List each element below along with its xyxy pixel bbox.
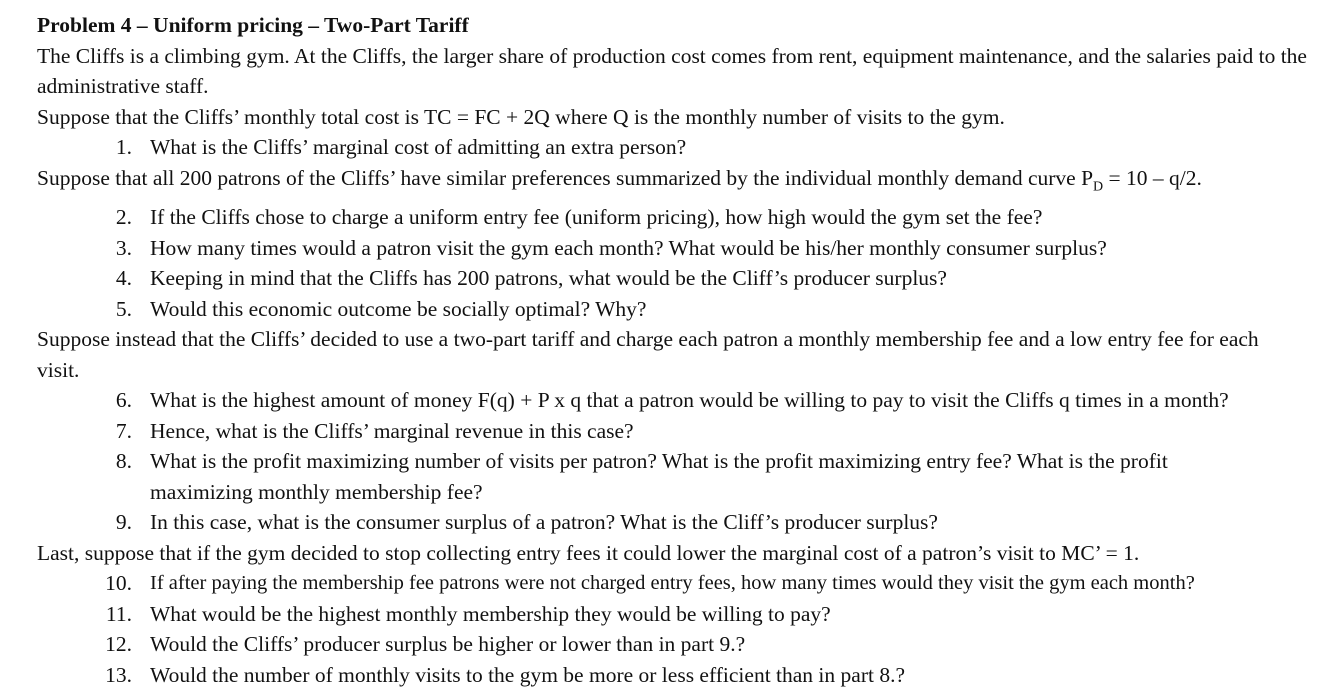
question-3 <box>37 233 1317 264</box>
question-number: 2. <box>115 205 132 230</box>
question-text: Keeping in mind that the Cliffs has 200 patrons, what would be the Cliff’s producer surplus? <box>150 266 947 291</box>
question-11 <box>37 599 1317 630</box>
demand-tail: = 10 – q/2. <box>1103 165 1202 190</box>
question-number: 6. <box>115 388 132 413</box>
question-text: What is the highest amount of money F(q) + P x q that a patron would be willing to pay to visit the Cliffs q times in a month? <box>150 388 1229 413</box>
demand-text: Suppose that all 200 patrons of the Cliffs’ have similar preferences summarized by the individual monthly demand curve P <box>37 165 1094 190</box>
question-number: 8. <box>115 449 132 474</box>
question-number: 11. <box>105 601 132 626</box>
intro-paragraph: The Cliffs is a climbing gym. At the Cliffs, the larger share of production cost comes from rent, equipment maintenance, and the salaries paid to the administrative staff. <box>37 43 1307 98</box>
question-text: How many times would a patron visit the gym each month? What would be his/her monthly consumer surplus? <box>150 235 1107 260</box>
last-statement: Last, suppose that if the gym decided to stop collecting entry fees it could lower the marginal cost of a patron’s visit to MC’ = 1. <box>37 540 1140 565</box>
question-text: Would the number of monthly visits to the gym be more or less efficient than in part 8.? <box>150 662 905 687</box>
question-12 <box>37 629 1317 660</box>
question-number: 13. <box>105 662 132 687</box>
question-number: 4. <box>115 266 132 291</box>
question-number: 3. <box>115 235 132 260</box>
question-number: 12. <box>105 632 132 657</box>
question-13 <box>37 660 1317 691</box>
question-text: In this case, what is the consumer surplus of a patron? What is the Cliff’s producer surplus? <box>150 510 938 535</box>
question-number: 7. <box>115 418 132 443</box>
question-number: 1. <box>115 135 132 159</box>
question-1 <box>37 132 1317 163</box>
question-text: Would the Cliffs’ producer surplus be higher or lower than in part 9.? <box>150 632 746 657</box>
question-text: What is the Cliffs’ marginal cost of admitting an extra person? <box>150 135 687 159</box>
question-4 <box>37 263 1317 294</box>
question-text: If the Cliffs chose to charge a uniform entry fee (uniform pricing), how high would the gym set the fee? <box>150 205 1043 230</box>
question-text: Would this economic outcome be socially optimal? Why? <box>150 296 647 321</box>
question-7 <box>37 416 1317 447</box>
question-6 <box>37 385 1317 416</box>
question-text: What would be the highest monthly membership they would be willing to pay? <box>150 601 831 626</box>
demand-subscript: D <box>1093 178 1104 194</box>
question-9 <box>37 507 1317 538</box>
question-number: 10. <box>105 571 132 596</box>
question-text: What is the profit maximizing number of visits per patron? What is the profit maximizing entry fee? What is the profit maximizing monthly membership fee? <box>150 449 1168 504</box>
question-5 <box>37 294 1317 325</box>
question-text: If after paying the membership fee patrons were not charged entry fees, how many times would they visit the gym each month? <box>150 572 1195 595</box>
question-text: Hence, what is the Cliffs’ marginal revenue in this case? <box>150 418 634 443</box>
problem-title: Problem 4 – Uniform pricing – Two-Part Tariff <box>37 13 469 37</box>
demand-statement <box>37 163 1317 203</box>
question-number: 5. <box>115 296 132 321</box>
tariff-statement: Suppose instead that the Cliffs’ decided to use a two-part tariff and charge each patron a monthly membership fee and a low entry fee for each visit. <box>37 327 1259 382</box>
question-10 <box>37 568 1317 599</box>
question-number: 9. <box>115 510 132 535</box>
question-8 <box>37 446 1317 507</box>
cost-statement: Suppose that the Cliffs’ monthly total cost is TC = FC + 2Q where Q is the monthly number of visits to the gym. <box>37 104 1005 129</box>
question-2 <box>37 202 1317 233</box>
